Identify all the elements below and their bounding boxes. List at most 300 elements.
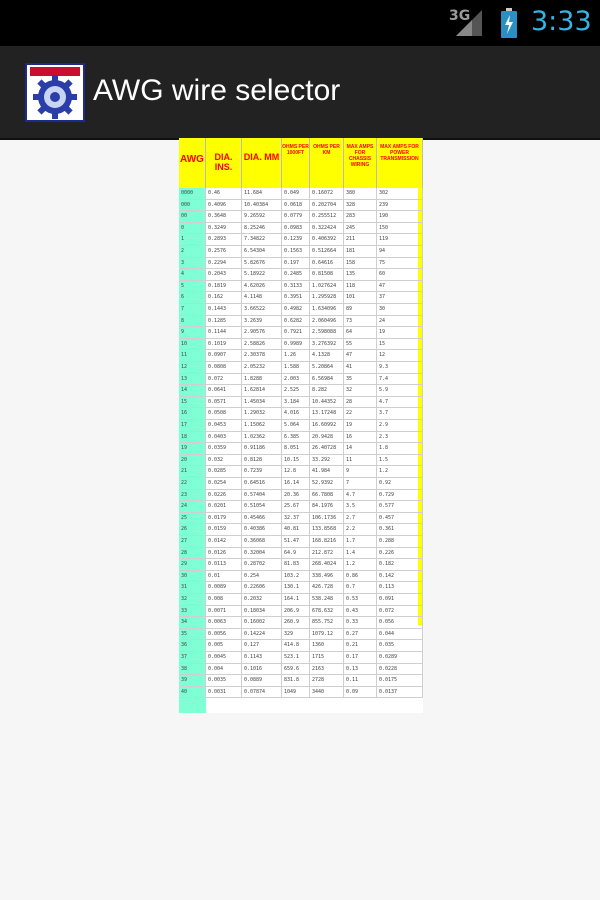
table-cell: 35 — [344, 374, 377, 386]
table-cell: 13 — [179, 374, 206, 386]
table-cell: 0.3249 — [206, 223, 242, 235]
table-cell: 168.8216 — [310, 536, 344, 548]
table-cell: 3440 — [310, 687, 344, 699]
table-row[interactable] — [179, 536, 423, 548]
table-cell: 24 — [377, 316, 423, 328]
table-cell: 35 — [179, 629, 206, 641]
table-cell: 0.2576 — [206, 246, 242, 258]
table-row[interactable] — [179, 675, 423, 687]
table-row[interactable] — [179, 246, 423, 258]
table-cell: 130.1 — [282, 582, 310, 594]
table-cell: 2 — [179, 246, 206, 258]
table-cell: 19 — [377, 327, 423, 339]
table-cell: 119 — [377, 234, 423, 246]
table-cell: 0.91186 — [242, 443, 282, 455]
table-cell: 0.406392 — [310, 234, 344, 246]
table-cell: 0000 — [179, 188, 206, 200]
table-cell: 89 — [344, 304, 377, 316]
table-cell: 8 — [179, 316, 206, 328]
table-cell: 659.6 — [282, 664, 310, 676]
signal-icon — [454, 8, 484, 38]
table-cell: 41 — [344, 362, 377, 374]
table-cell: 181 — [344, 246, 377, 258]
table-row[interactable] — [179, 524, 423, 536]
table-cell: 1.45034 — [242, 397, 282, 409]
table-cell: 0.0254 — [206, 478, 242, 490]
table-cell: 6.56984 — [310, 374, 344, 386]
table-cell: 0.27 — [344, 629, 377, 641]
table-cell: 0.0571 — [206, 397, 242, 409]
table-cell: 5.82676 — [242, 258, 282, 270]
table-cell: 328 — [344, 200, 377, 212]
table-cell: 29 — [179, 559, 206, 571]
table-row[interactable] — [179, 501, 423, 513]
table-cell: 9.3 — [377, 362, 423, 374]
table-row[interactable] — [179, 629, 423, 641]
table-row[interactable] — [179, 211, 423, 223]
table-cell: 0.0618 — [282, 200, 310, 212]
table-row[interactable] — [179, 640, 423, 652]
table-cell: 0.0035 — [206, 675, 242, 687]
table-cell: 52.9392 — [310, 478, 344, 490]
app-logo-icon[interactable] — [25, 63, 85, 122]
table-cell: 0 — [179, 223, 206, 235]
table-header-cell: MAX AMPS FOR POWER TRANSMISSION — [377, 138, 423, 188]
table-row[interactable] — [179, 606, 423, 618]
table-cell: 118 — [344, 281, 377, 293]
table-cell: 0.255512 — [310, 211, 344, 223]
table-cell: 538.248 — [310, 594, 344, 606]
table-cell: 1.634096 — [310, 304, 344, 316]
table-cell: 1049 — [282, 687, 310, 699]
table-cell: 2.2 — [344, 524, 377, 536]
table-cell: 0.16002 — [242, 617, 282, 629]
table-cell: 0.21 — [344, 640, 377, 652]
table-cell: 414.8 — [282, 640, 310, 652]
table-cell: 0.1285 — [206, 316, 242, 328]
table-cell: 329 — [282, 629, 310, 641]
table-cell: 0.0071 — [206, 606, 242, 618]
table-cell: 19 — [179, 443, 206, 455]
table-row[interactable] — [179, 420, 423, 432]
table-cell: 84.1976 — [310, 501, 344, 513]
table-cell: 0.1144 — [206, 327, 242, 339]
table-cell: 0.07874 — [242, 687, 282, 699]
table-cell: 30 — [377, 304, 423, 316]
table-cell: 0.322424 — [310, 223, 344, 235]
table-cell: 0.4096 — [206, 200, 242, 212]
table-cell: 0.11 — [344, 675, 377, 687]
table-cell: 0.7921 — [282, 327, 310, 339]
table-cell: 0.1143 — [242, 652, 282, 664]
table-cell: 8.25246 — [242, 223, 282, 235]
table-cell: 11.684 — [242, 188, 282, 200]
table-cell: 38 — [179, 664, 206, 676]
table-cell: 1.7 — [344, 536, 377, 548]
clock: 3:33 — [531, 6, 592, 37]
table-cell: 0.0142 — [206, 536, 242, 548]
table-cell: 3.5 — [344, 501, 377, 513]
table-cell: 34 — [179, 617, 206, 629]
table-cell: 678.632 — [310, 606, 344, 618]
table-cell: 855.752 — [310, 617, 344, 629]
table-row[interactable] — [179, 513, 423, 525]
table-cell: 25 — [179, 513, 206, 525]
table-cell: 2.90576 — [242, 327, 282, 339]
network-type-label: 3G — [449, 8, 471, 24]
table-cell: 41.984 — [310, 466, 344, 478]
table-cell: 0.0056 — [206, 629, 242, 641]
table-row[interactable] — [179, 455, 423, 467]
table-cell: 1.62814 — [242, 385, 282, 397]
table-cell: 0.0201 — [206, 501, 242, 513]
table-row[interactable] — [179, 443, 423, 455]
table-cell: 0.0179 — [206, 513, 242, 525]
table-cell: 1715 — [310, 652, 344, 664]
table-cell: 0.0983 — [282, 223, 310, 235]
table-cell: 190 — [377, 211, 423, 223]
table-cell: 18 — [179, 432, 206, 444]
table-cell: 0.3648 — [206, 211, 242, 223]
table-row[interactable] — [179, 687, 423, 699]
table-cell: 0.2893 — [206, 234, 242, 246]
table-cell: 2728 — [310, 675, 344, 687]
table-cell: 0.8128 — [242, 455, 282, 467]
table-cell: 0.1019 — [206, 339, 242, 351]
table-cell: 19 — [344, 420, 377, 432]
table-cell: 1.4 — [344, 548, 377, 560]
table-row[interactable] — [179, 478, 423, 490]
table-cell: 27 — [179, 536, 206, 548]
table-cell: 25.67 — [282, 501, 310, 513]
table-cell: 0.512664 — [310, 246, 344, 258]
table-cell: 3.66522 — [242, 304, 282, 316]
table-cell: 28 — [344, 397, 377, 409]
table-cell: 8.051 — [282, 443, 310, 455]
table-cell: 0.36068 — [242, 536, 282, 548]
table-cell: 0.0089 — [206, 582, 242, 594]
table-row[interactable] — [179, 664, 423, 676]
table-cell: 0.46 — [206, 188, 242, 200]
table-cell: 0.64516 — [242, 478, 282, 490]
table-cell: 2163 — [310, 664, 344, 676]
table-cell: 0.0159 — [206, 524, 242, 536]
table-cell: 0.2485 — [282, 269, 310, 281]
table-row[interactable] — [179, 571, 423, 583]
table-cell: 21 — [179, 466, 206, 478]
table-cell: 3.276392 — [310, 339, 344, 351]
table-cell: 17 — [179, 420, 206, 432]
table-cell: 0.43 — [344, 606, 377, 618]
table-cell: 16 — [344, 432, 377, 444]
table-cell: 5 — [179, 281, 206, 293]
table-cell: 0.1563 — [282, 246, 310, 258]
table-cell: 0.13 — [344, 664, 377, 676]
table-cell: 37 — [377, 292, 423, 304]
table-row[interactable] — [179, 281, 423, 293]
table-cell: 0.035 — [377, 640, 423, 652]
table-cell: 0.0907 — [206, 350, 242, 362]
table-cell: 7 — [179, 304, 206, 316]
table-cell: 0.45466 — [242, 513, 282, 525]
table-cell: 39 — [179, 675, 206, 687]
table-cell: 3.2639 — [242, 316, 282, 328]
table-cell: 2.525 — [282, 385, 310, 397]
table-cell: 10 — [179, 339, 206, 351]
table-cell: 0.577 — [377, 501, 423, 513]
table-cell: 1.29032 — [242, 408, 282, 420]
table-row[interactable] — [179, 269, 423, 281]
table-cell: 4.1328 — [310, 350, 344, 362]
table-cell: 20.9428 — [310, 432, 344, 444]
table-cell: 0.142 — [377, 571, 423, 583]
table-cell: 0.18034 — [242, 606, 282, 618]
table-row[interactable] — [179, 594, 423, 606]
app-title: AWG wire selector — [93, 74, 341, 107]
table-cell: 13.17248 — [310, 408, 344, 420]
table-cell: 0.0641 — [206, 385, 242, 397]
table-cell: 0.1443 — [206, 304, 242, 316]
table-cell: 1.5 — [377, 455, 423, 467]
table-cell: 0.33 — [344, 617, 377, 629]
table-cell: 0.0453 — [206, 420, 242, 432]
table-cell: 2.7 — [344, 513, 377, 525]
table-cell: 0.0285 — [206, 466, 242, 478]
table-row[interactable] — [179, 292, 423, 304]
table-header-cell: AWG — [179, 138, 206, 188]
table-cell: 0.4982 — [282, 304, 310, 316]
table-cell: 0.9989 — [282, 339, 310, 351]
table-cell: 20.36 — [282, 490, 310, 502]
table-cell: 0.288 — [377, 536, 423, 548]
table-cell: 4 — [179, 269, 206, 281]
table-cell: 6 — [179, 292, 206, 304]
table-cell: 5.9 — [377, 385, 423, 397]
table-cell: 3.184 — [282, 397, 310, 409]
table-cell: 1.295928 — [310, 292, 344, 304]
table-cell: 4.7 — [344, 490, 377, 502]
table-cell: 0.254 — [242, 571, 282, 583]
table-row[interactable] — [179, 223, 423, 235]
table-cell: 81.83 — [282, 559, 310, 571]
table-cell: 11 — [344, 455, 377, 467]
table-cell: 0.226 — [377, 548, 423, 560]
table-cell: 2.58826 — [242, 339, 282, 351]
table-cell: 22 — [179, 478, 206, 490]
table-cell: 32.37 — [282, 513, 310, 525]
table-row[interactable] — [179, 304, 423, 316]
table-row[interactable] — [179, 582, 423, 594]
table-cell: 1079.12 — [310, 629, 344, 641]
table-cell: 60 — [377, 269, 423, 281]
table-cell: 47 — [377, 281, 423, 293]
table-cell: 10.44352 — [310, 397, 344, 409]
table-cell: 338.496 — [310, 571, 344, 583]
table-cell: 0.0063 — [206, 617, 242, 629]
table-row[interactable] — [179, 408, 423, 420]
table-row[interactable] — [179, 548, 423, 560]
table-cell: 30 — [179, 571, 206, 583]
table-row[interactable] — [179, 258, 423, 270]
table-cell: 0.0403 — [206, 432, 242, 444]
table-cell: 0.197 — [282, 258, 310, 270]
table-cell: 9.26592 — [242, 211, 282, 223]
table-cell: 0.28702 — [242, 559, 282, 571]
table-row[interactable] — [179, 200, 423, 212]
table-cell: 20 — [179, 455, 206, 467]
table-cell: 0.056 — [377, 617, 423, 629]
table-cell: 4.62026 — [242, 281, 282, 293]
table-row[interactable] — [179, 374, 423, 386]
table-cell: 0.1239 — [282, 234, 310, 246]
table-row[interactable] — [179, 188, 423, 200]
table-cell: 12.8 — [282, 466, 310, 478]
table-cell: 0.0359 — [206, 443, 242, 455]
table-cell: 380 — [344, 188, 377, 200]
table-cell: 2.05232 — [242, 362, 282, 374]
table-cell: 150 — [377, 223, 423, 235]
table-row[interactable] — [179, 385, 423, 397]
table-cell: 0.044 — [377, 629, 423, 641]
table-cell: 0.1819 — [206, 281, 242, 293]
table-cell: 1.588 — [282, 362, 310, 374]
table-cell: 0.22606 — [242, 582, 282, 594]
table-cell: 0.182 — [377, 559, 423, 571]
table-cell: 7.34822 — [242, 234, 282, 246]
table-cell: 0.0113 — [206, 559, 242, 571]
table-row[interactable] — [179, 397, 423, 409]
table-cell: 0.072 — [206, 374, 242, 386]
table-row[interactable] — [179, 432, 423, 444]
table-cell: 212.872 — [310, 548, 344, 560]
table-cell: 40 — [179, 687, 206, 699]
table-row[interactable] — [179, 466, 423, 478]
wire-gauge-table[interactable] — [179, 138, 423, 713]
table-row[interactable] — [179, 559, 423, 571]
table-cell: 0.81508 — [310, 269, 344, 281]
table-cell: 1360 — [310, 640, 344, 652]
table-cell: 5.20864 — [310, 362, 344, 374]
table-cell: 6.54304 — [242, 246, 282, 258]
table-cell: 32 — [344, 385, 377, 397]
table-cell: 22 — [344, 408, 377, 420]
table-row[interactable] — [179, 490, 423, 502]
table-row[interactable] — [179, 316, 423, 328]
table-cell: 51.47 — [282, 536, 310, 548]
table-row[interactable] — [179, 339, 423, 351]
table-cell: 245 — [344, 223, 377, 235]
table-cell: 0.005 — [206, 640, 242, 652]
table-cell: 283 — [344, 211, 377, 223]
table-cell: 0.6282 — [282, 316, 310, 328]
table-cell: 0.16072 — [310, 188, 344, 200]
table-cell: 268.4024 — [310, 559, 344, 571]
table-cell: 0.113 — [377, 582, 423, 594]
table-cell: 0.0508 — [206, 408, 242, 420]
table-cell: 40.81 — [282, 524, 310, 536]
table-cell: 16.60992 — [310, 420, 344, 432]
table-row[interactable] — [179, 617, 423, 629]
table-cell: 4.7 — [377, 397, 423, 409]
table-cell: 0.64616 — [310, 258, 344, 270]
table-cell: 3.7 — [377, 408, 423, 420]
table-cell: 8.282 — [310, 385, 344, 397]
table-row[interactable] — [179, 652, 423, 664]
table-cell: 206.9 — [282, 606, 310, 618]
table-cell: 0.40386 — [242, 524, 282, 536]
table-cell: 2.598088 — [310, 327, 344, 339]
table-cell: 2.060496 — [310, 316, 344, 328]
table-cell: 12 — [179, 362, 206, 374]
table-cell: 10.15 — [282, 455, 310, 467]
table-cell: 14 — [344, 443, 377, 455]
table-cell: 0.0779 — [282, 211, 310, 223]
table-cell: 133.8568 — [310, 524, 344, 536]
table-row[interactable] — [179, 234, 423, 246]
table-row[interactable] — [179, 350, 423, 362]
table-cell: 0.457 — [377, 513, 423, 525]
table-cell: 23 — [179, 490, 206, 502]
table-cell: 0.3133 — [282, 281, 310, 293]
table-cell: 47 — [344, 350, 377, 362]
table-cell: 16.14 — [282, 478, 310, 490]
table-cell: 2.003 — [282, 374, 310, 386]
table-cell: 1.8288 — [242, 374, 282, 386]
table-cell: 00 — [179, 211, 206, 223]
table-cell: 426.728 — [310, 582, 344, 594]
table-cell: 0.7 — [344, 582, 377, 594]
table-row[interactable] — [179, 327, 423, 339]
table-cell: 0.0175 — [377, 675, 423, 687]
table-cell: 24 — [179, 501, 206, 513]
table-cell: 0.091 — [377, 594, 423, 606]
table-cell: 9 — [179, 327, 206, 339]
table-header-cell: DIA. INS. — [206, 138, 242, 188]
table-cell: 523.1 — [282, 652, 310, 664]
table-cell: 31 — [179, 582, 206, 594]
table-cell: 3 — [179, 258, 206, 270]
table-cell: 0.0226 — [206, 490, 242, 502]
table-cell: 0.072 — [377, 606, 423, 618]
table-cell: 26 — [179, 524, 206, 536]
table-cell: 0.0031 — [206, 687, 242, 699]
table-cell: 0.51054 — [242, 501, 282, 513]
table-row[interactable] — [179, 362, 423, 374]
table-cell: 1.027624 — [310, 281, 344, 293]
table-cell: 4.016 — [282, 408, 310, 420]
table-cell: 0.162 — [206, 292, 242, 304]
table-cell: 211 — [344, 234, 377, 246]
table-cell: 7 — [344, 478, 377, 490]
table-cell: 5.064 — [282, 420, 310, 432]
table-header-cell: DIA. MM — [242, 138, 282, 188]
table-cell: 1.02362 — [242, 432, 282, 444]
table-cell: 94 — [377, 246, 423, 258]
table-cell: 0.032 — [206, 455, 242, 467]
table-cell: 260.9 — [282, 617, 310, 629]
table-cell: 0.049 — [282, 188, 310, 200]
table-header-cell: OHMS PER 1000FT — [282, 138, 310, 188]
table-cell: 37 — [179, 652, 206, 664]
awg-column-tail — [179, 698, 206, 708]
table-cell: 66.7808 — [310, 490, 344, 502]
table-cell: 239 — [377, 200, 423, 212]
table-cell: 0.1016 — [242, 664, 282, 676]
table-cell: 0.2032 — [242, 594, 282, 606]
table-cell: 0.53 — [344, 594, 377, 606]
table-cell: 2.3 — [377, 432, 423, 444]
table-cell: 0.0289 — [377, 652, 423, 664]
